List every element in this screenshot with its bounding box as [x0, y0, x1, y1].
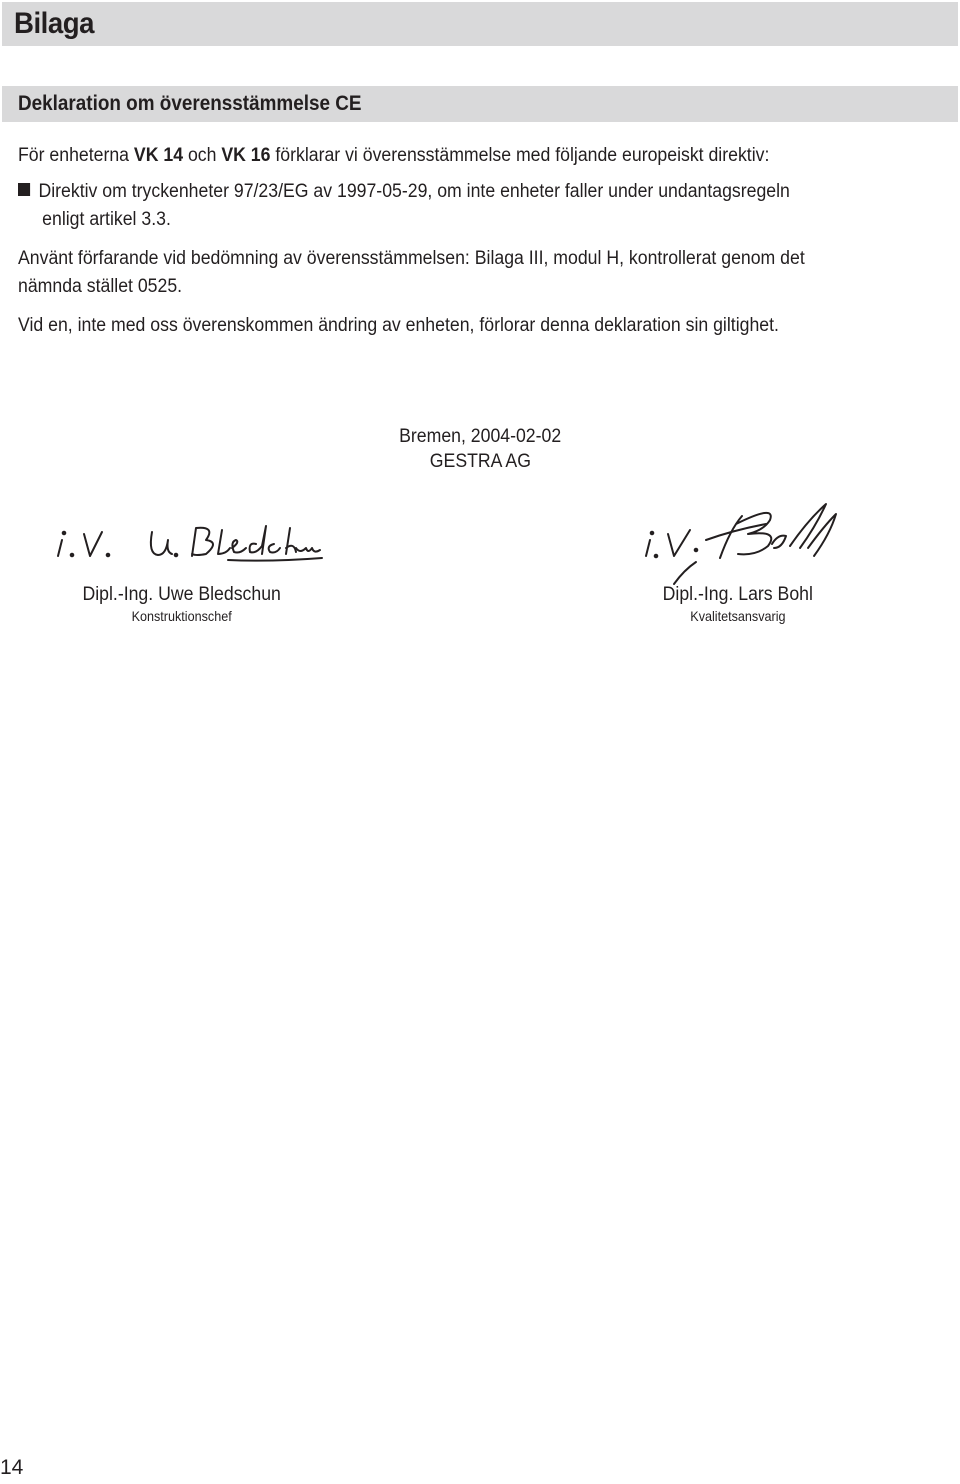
intro-paragraph [18, 142, 874, 170]
company-name [0, 449, 960, 474]
company-name-text: GESTRA AG [429, 451, 531, 472]
signatory-left-role: Konstruktionschef [131, 608, 233, 624]
signatory-right-name: Dipl.-Ing. Lars Bohl [662, 584, 814, 605]
page-header [2, 2, 958, 46]
place-date [0, 424, 960, 449]
signature-left [50, 518, 330, 568]
signatory-left-name: Dipl.-Ing. Uwe Bledschun [82, 584, 282, 605]
procedure-paragraph [18, 245, 874, 301]
bullet-square-icon [18, 183, 30, 196]
signature-right [640, 500, 850, 588]
signatory-right [578, 584, 898, 626]
place-date-text: Bremen, 2004-02-02 [398, 426, 562, 447]
intro-suffix: förklarar vi överensstämmelse med följande europeiskt direktiv: [270, 145, 770, 166]
procedure-line-1: Använt förfarande vid bedömning av överensstämmelsen: Bilaga III, modul H, kontrollerat genom det [18, 248, 805, 269]
procedure-line-2: nämnda stället 0525. [18, 276, 183, 297]
validity-text: Vid en, inte med oss överenskommen ändring av enheten, förlorar denna deklaration sin giltighet. [18, 315, 779, 336]
directive-line-1: Direktiv om tryckenheter 97/23/EG av 1997-05-29, om inte enheter faller under undantagsregeln [38, 181, 790, 202]
section-header [2, 86, 958, 122]
section-title: Deklaration om överensstämmelse CE [18, 92, 362, 115]
directive-line-2: enligt artikel 3.3. [42, 209, 171, 230]
directive-bullet [18, 178, 874, 234]
intro-middle: och [183, 145, 222, 166]
unit-vk14: VK 14 [133, 145, 184, 166]
page-number: 14 [0, 1456, 24, 1479]
signatory-left [22, 584, 342, 626]
unit-vk16: VK 16 [221, 145, 271, 166]
intro-prefix: För enheterna [18, 145, 134, 166]
validity-paragraph [18, 312, 874, 340]
signatory-right-role: Kvalitetsansvarig [690, 608, 786, 624]
page-title: Bilaga [14, 7, 95, 40]
